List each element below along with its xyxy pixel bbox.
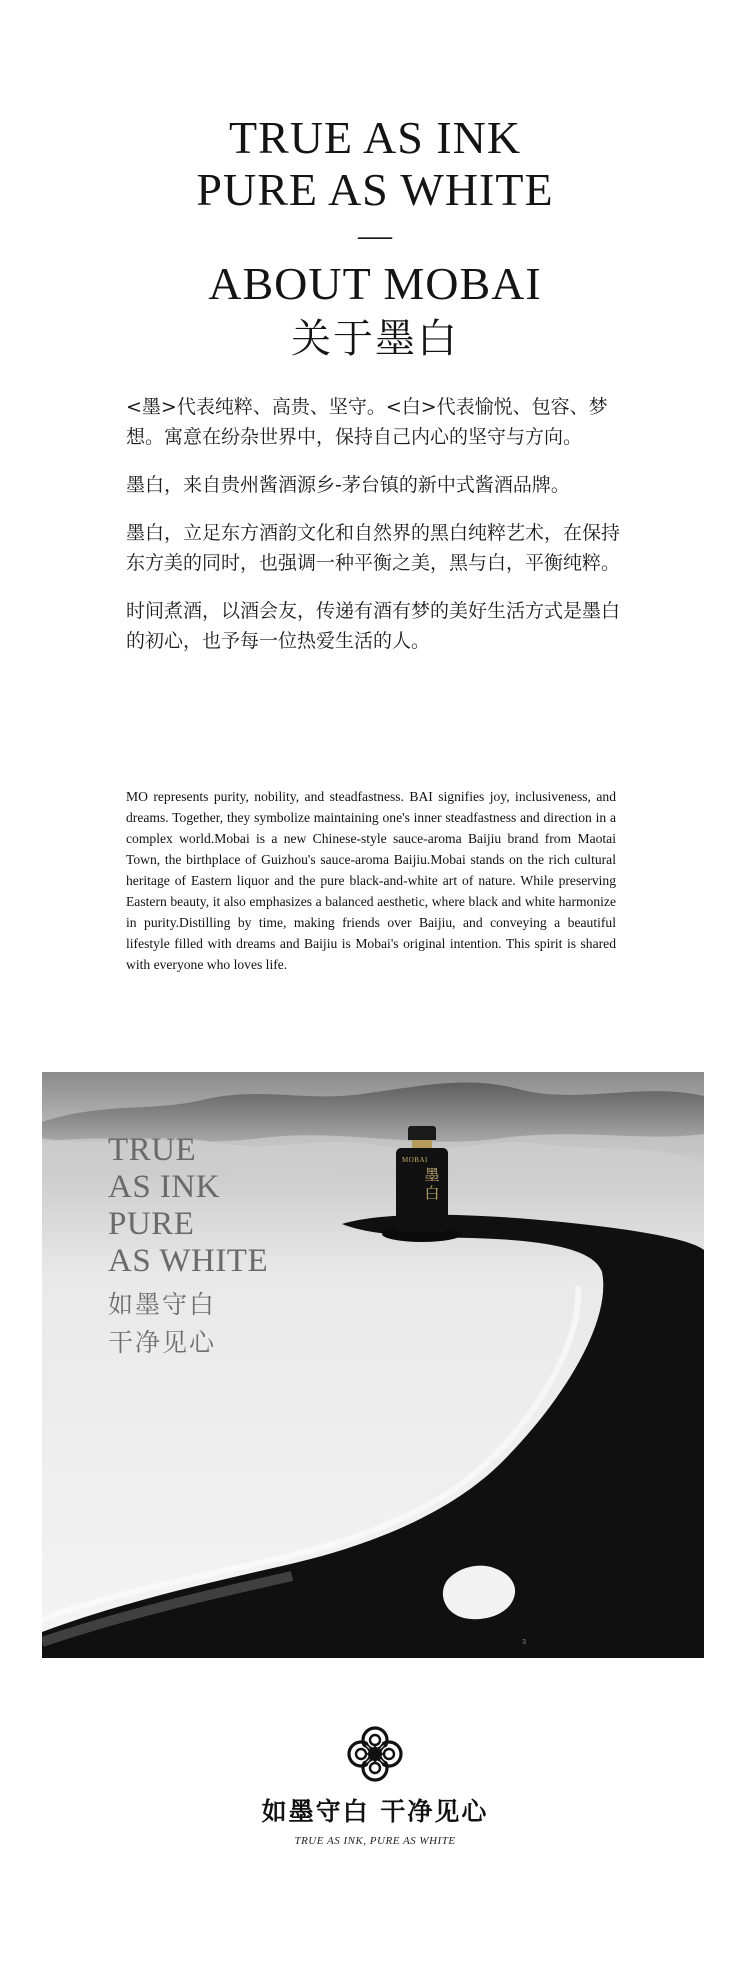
quatrefoil-knot-icon [343, 1722, 407, 1786]
intro-cn-paragraph: 墨白，来自贵州酱酒源乡-茅台镇的新中式酱酒品牌。 [126, 474, 570, 496]
bottle-mark-label: 墨白 [424, 1166, 440, 1202]
slogan-en-line: PURE [108, 1206, 195, 1242]
title-line-pure-as-white: PURE AS WHITE [196, 164, 554, 215]
bottle-brand-label: MOBAI [402, 1156, 428, 1164]
slogan-en-line: AS INK [108, 1169, 221, 1205]
intro-cn-paragraph: 时间煮酒，以酒会友，传递有酒有梦的美好生活方式是墨白的初心，也予每一位热爱生活的人。 [126, 600, 621, 652]
slogan-cn-line: 如墨守白 [108, 1290, 217, 1319]
footer-tagline-en: TRUE AS INK, PURE AS WHITE [294, 1835, 456, 1847]
intro-cn-paragraph: <墨>代表纯粹、高贵、坚守。<白>代表愉悦、包容、梦想。寓意在纷杂世界中，保持自己内心的坚守与方向。 [126, 396, 608, 448]
slogan-cn-line: 干净见心 [108, 1328, 217, 1357]
title-line-true-as-ink: TRUE AS INK [228, 112, 522, 163]
feature-ink-landscape-image [42, 1072, 704, 1658]
title-about-mobai-cn: 关于墨白 [291, 316, 459, 362]
bottle-neck [412, 1140, 432, 1148]
slogan-en-line: AS WHITE [108, 1243, 269, 1279]
mobai-bottle [394, 1126, 450, 1232]
hero-title-block [0, 112, 750, 366]
slogan-en-line: TRUE [108, 1132, 197, 1168]
footer-tagline-cn: 如墨守白 干净见心 [261, 1797, 489, 1826]
bottle-body [396, 1148, 448, 1232]
intro-en-paragraph: MO represents purity, nobility, and steadfastness. BAI signifies joy, inclusiveness, and dreams. Together, they symbolize maintaining one's inner steadfastness and direction in a complex world.Mobai is a new Chinese-style sauce-aroma Baijiu brand from Maotai Town, the birthplace of Guizhou's sauce-aroma Baijiu.Mobai stands on the rich cultural heritage of Eastern liquor and the pure black-and-white art of nature. While preserving Eastern beauty, it also emphasizes a balanced aesthetic, where black and white harmonize in purity.Distilling by time, making friends over Baijiu, and conveying a beautiful lifestyle filled with dreams and Baijiu is Mobai's original intention. This spirit is shared with everyone who loves life. [126, 789, 616, 972]
feature-slogan [108, 1132, 268, 1362]
title-about-mobai: ABOUT MOBAI [208, 258, 542, 309]
title-divider: — [358, 217, 392, 254]
feature-page-number: 3 [522, 1639, 526, 1646]
intro-cn-block [126, 392, 626, 674]
bottle-cap [408, 1126, 436, 1140]
intro-cn-paragraph: 墨白，立足东方酒韵文化和自然界的黑白纯粹艺术，在保持东方美的同时，也强调一种平衡之美，黑与白，平衡纯粹。 [126, 522, 621, 574]
